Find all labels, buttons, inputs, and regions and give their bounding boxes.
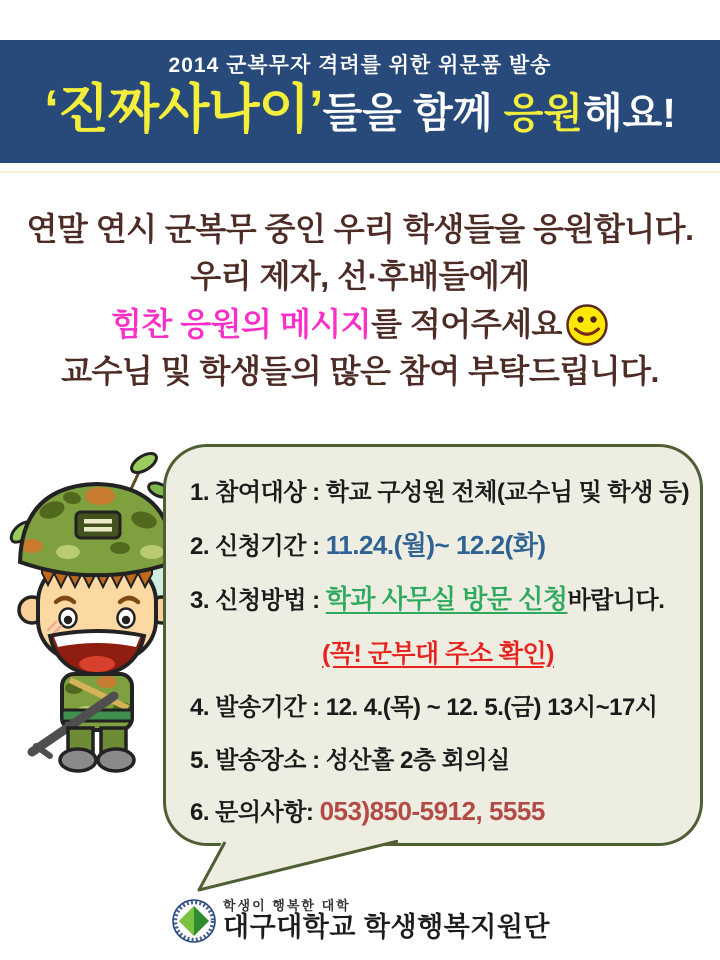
header-band	[0, 40, 720, 163]
mouth	[50, 631, 144, 675]
notice-line-apply-period	[190, 525, 686, 562]
footer	[0, 897, 720, 945]
title-tail: 해요!	[583, 90, 676, 136]
intro-highlight: 힘찬 응원의 메시지	[111, 305, 372, 342]
notice-line-send-place	[190, 740, 686, 775]
title-quoted-accent: ‘진짜사나이’	[44, 80, 323, 139]
notice-label: 6. 문의사항:	[190, 799, 320, 826]
rank-insignia	[76, 512, 120, 538]
notice-value: 학교 구성원 전체(교수님 및 학생 등)	[325, 479, 690, 506]
notice-line-apply-method	[190, 579, 686, 616]
notice-label: 1. 참여대상 :	[190, 479, 326, 506]
bubble-tail	[185, 840, 415, 896]
apply-period-dates: 11.24.(월)~ 12.2(화)	[325, 529, 546, 560]
notice-label: 2. 신청기간 :	[190, 532, 326, 560]
notice-value: 성산홀 2층 회의실	[325, 746, 510, 774]
intro-line-1: 연말 연시 군복무 중인 우리 학생들을 응원합니다.	[26, 211, 694, 247]
title-accent: 응원	[503, 90, 583, 136]
notice-value: 12. 4.(목) ~ 12. 5.(금) 13시~17시	[325, 694, 658, 721]
smiley-icon	[565, 303, 609, 347]
intro-paragraph	[0, 206, 720, 395]
boots	[60, 749, 134, 771]
university-tagline: 학생이 행복한 대학	[223, 898, 351, 913]
notice-bubble	[163, 444, 703, 846]
header-subtitle: 2014 군복무자 격려를 위한 위문품 발송	[168, 54, 552, 77]
header-underline	[0, 171, 720, 173]
notice-line-contact	[190, 792, 686, 827]
notice-line-participants	[190, 472, 690, 507]
intro-line-3-rest: 를 적어주세요	[371, 305, 562, 342]
contact-phone-number: 053)850-5912, 5555	[319, 796, 545, 826]
notice-label: 4. 발송기간 :	[190, 694, 326, 721]
notice-label: 5. 발송장소 :	[190, 746, 326, 774]
camo-helmet	[20, 484, 174, 575]
university-org-name: 대구대학교 학생행복지원단	[223, 912, 550, 943]
notice-suffix: 바랍니다.	[567, 587, 665, 614]
intro-line-4: 교수님 및 학생들의 많은 참여 부탁드립니다.	[61, 353, 659, 390]
footer-text	[223, 899, 550, 943]
apply-method-link: 학과 사무실 방문 신청	[325, 584, 568, 614]
address-check-warning: (꼭! 군부대 주소 확인)	[321, 639, 554, 668]
title-middle: 들을 함께	[322, 90, 504, 136]
intro-line-3	[0, 301, 720, 348]
header-title	[0, 80, 720, 141]
university-seal-icon	[170, 897, 218, 945]
notice-label: 3. 신청방법 :	[190, 587, 326, 614]
intro-line-2: 우리 제자, 선·후배들에게	[190, 258, 530, 295]
notice-line-send-period	[190, 687, 686, 722]
